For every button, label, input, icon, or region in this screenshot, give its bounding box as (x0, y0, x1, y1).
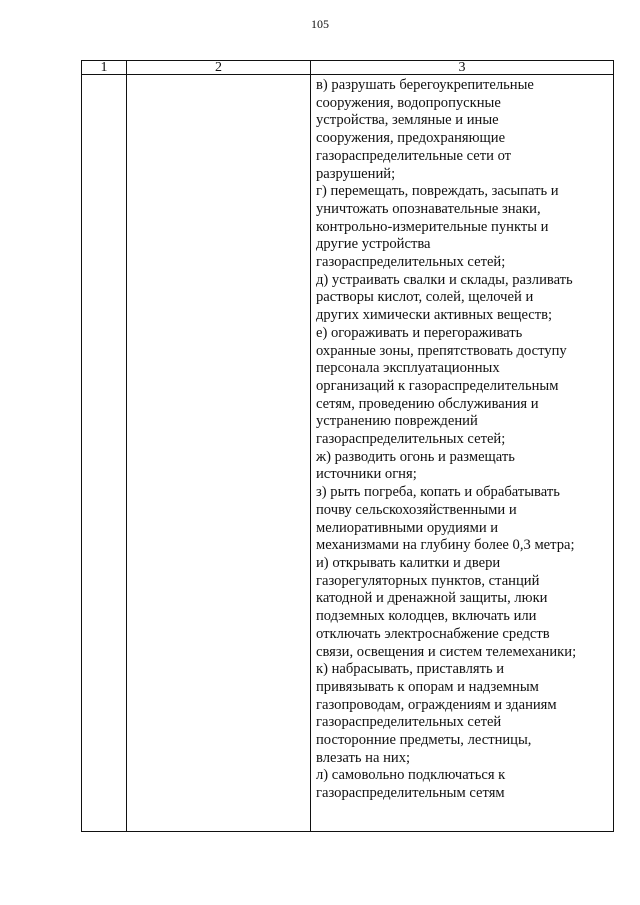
text-line: почву сельскохозяйственными и (316, 501, 517, 518)
text-line: влезать на них; (316, 749, 411, 766)
text-line: г) перемещать, повреждать, засыпать и (316, 183, 559, 200)
text-line: и) открывать калитки и двери (316, 554, 501, 571)
text-line: газораспределительных сетей (316, 714, 502, 731)
text-line: связи, освещения и систем телемеханики; (316, 643, 577, 660)
table-header-row (82, 61, 614, 75)
cell-col1 (82, 75, 127, 832)
text-line: газораспределительных сетей; (316, 254, 506, 271)
text-line: газораспределительных сетей; (316, 431, 506, 448)
text-line: л) самовольно подключаться к (316, 767, 506, 784)
text-line: подземных колодцев, включать или (316, 608, 537, 625)
document-table (81, 60, 614, 832)
text-line: сетям, проведению обслуживания и (316, 395, 539, 412)
cell-col2 (127, 75, 311, 832)
text-line: д) устраивать свалки и склады, разливать (316, 271, 573, 288)
text-line: разрушений; (316, 165, 396, 182)
text-line: растворы кислот, солей, щелочей и (316, 289, 534, 306)
text-line: в) разрушать берегоукрепительные (316, 77, 534, 93)
text-line: устранению повреждений (316, 413, 478, 430)
text-line: газопроводам, ограждениям и зданиям (316, 696, 557, 713)
text-line: газораспределительным сетям (316, 785, 505, 802)
text-line: устройства, земляные и иные (316, 112, 499, 129)
text-line: контрольно-измерительные пункты и (316, 218, 549, 235)
cell-col3 (311, 75, 614, 832)
text-line: персонала эксплуатационных (316, 360, 500, 377)
text-line: охранные зоны, препятствовать доступу (316, 342, 567, 359)
text-line: источники огня; (316, 466, 417, 483)
text-line: привязывать к опорам и надземным (316, 678, 539, 695)
text-line: механизмами на глубину более 0,3 метра; (316, 537, 575, 554)
text-line: ж) разводить огонь и размещать (316, 448, 515, 465)
text-line: газораспределительные сети от (316, 147, 512, 164)
cell-col3-text (311, 75, 613, 803)
text-line: уничтожать опознавательные знаки, (316, 200, 541, 217)
text-line: мелиоративными орудиями и (316, 519, 499, 536)
text-line: к) набрасывать, приставлять и (316, 661, 505, 678)
text-line: газорегуляторных пунктов, станций (316, 572, 540, 589)
text-line: катодной и дренажной защиты, люки (316, 590, 548, 607)
column-header-1: 1 (82, 61, 127, 75)
text-line: других химически активных веществ; (316, 307, 553, 324)
page-number: 105 (311, 17, 329, 31)
text-line: сооружения, предохраняющие (316, 130, 506, 147)
column-header-2: 2 (127, 61, 311, 75)
table-row (82, 75, 614, 832)
text-line: посторонние предметы, лестницы, (316, 732, 532, 749)
text-line: организаций к газораспределительным (316, 377, 559, 394)
text-line: отключать электроснабжение средств (316, 625, 550, 642)
text-line: сооружения, водопропускные (316, 94, 501, 111)
text-line: е) огораживать и перегораживать (316, 324, 523, 341)
text-line: другие устройства (316, 236, 431, 253)
column-header-3: 3 (311, 61, 614, 75)
text-line: з) рыть погреба, копать и обрабатывать (316, 484, 560, 501)
